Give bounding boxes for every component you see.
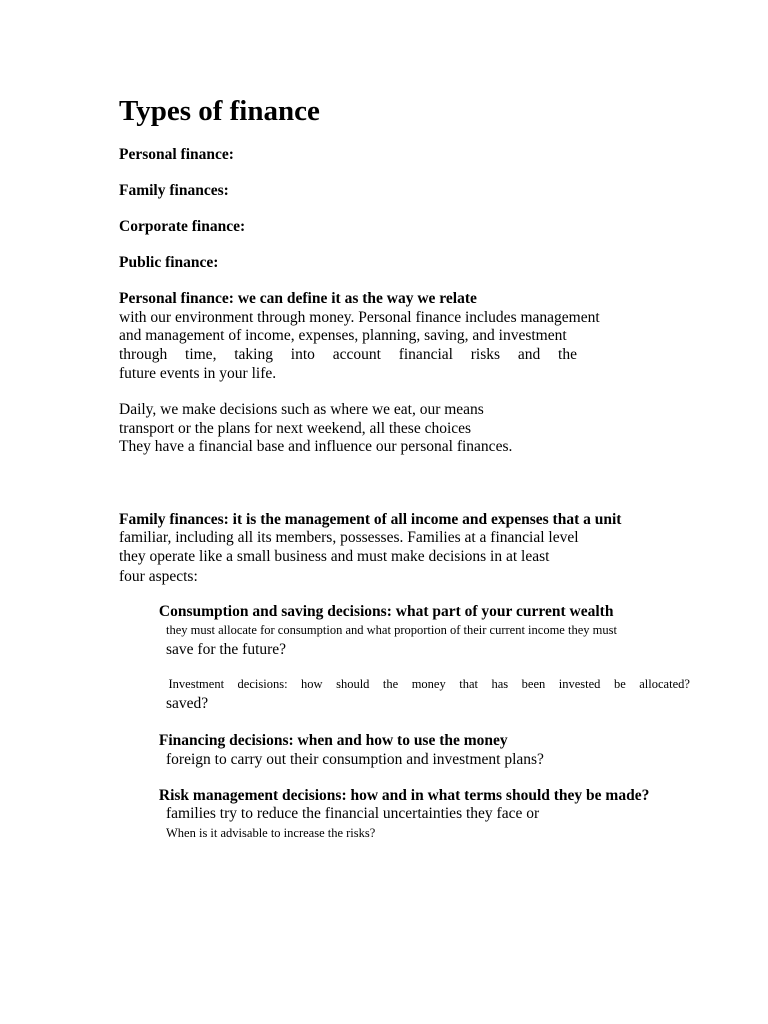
- word: money: [411, 677, 446, 691]
- word: should: [336, 677, 370, 691]
- heading-personal-finance: Personal finance:: [119, 146, 234, 163]
- word: account: [332, 346, 381, 363]
- word: the: [558, 346, 577, 363]
- bullet-financing-line: foreign to carry out their consumption and investment plans?: [166, 751, 544, 768]
- word: be: [613, 677, 626, 691]
- word: time,: [185, 346, 217, 363]
- family-finances-lead: Family finances: it is the management of all income and expenses that a unit: [119, 511, 622, 528]
- bullet-icon: [144, 675, 155, 694]
- personal-finance-line: with our environment through money. Personal finance includes management: [119, 309, 600, 326]
- word: how: [301, 677, 323, 691]
- word: allocated?: [639, 677, 690, 691]
- word: through: [119, 346, 168, 363]
- family-finances-line: familiar, including all its members, possesses. Families at a financial level: [119, 529, 579, 546]
- bullet-risk-line: families try to reduce the financial uncertainties they face or: [166, 805, 540, 822]
- bullet-text: Risk management decisions: how and in what terms should they be made?: [158, 787, 650, 804]
- word: risks: [470, 346, 501, 363]
- bullet-risk-line: When is it advisable to increase the risks?: [166, 826, 376, 840]
- family-finances-line: they operate like a small business and must make decisions in at least: [119, 548, 550, 565]
- word: decisions:: [237, 677, 288, 691]
- family-finances-line: four aspects:: [119, 568, 198, 585]
- heading-public-finance: Public finance:: [119, 254, 219, 271]
- bullet-investment-heading: [144, 675, 690, 694]
- bullet-text: Financing decisions: when and how to use the money: [158, 732, 508, 749]
- word: and: [517, 346, 541, 363]
- personal-finance-justified-line: [119, 345, 577, 364]
- heading-corporate-finance: Corporate finance:: [119, 218, 246, 235]
- word: invested: [558, 677, 601, 691]
- word: has: [491, 677, 509, 691]
- daily-paragraph-line: transport or the plans for next weekend, all these choices: [119, 420, 472, 437]
- bullet-investment-line: saved?: [166, 695, 209, 712]
- word: that: [459, 677, 478, 691]
- word: taking: [234, 346, 273, 363]
- word: financial: [398, 346, 453, 363]
- bullet-consumption-line: save for the future?: [166, 641, 287, 658]
- personal-finance-lead: Personal finance: we can define it as the way we relate: [119, 290, 477, 307]
- personal-finance-line: future events in your life.: [119, 365, 277, 382]
- heading-family-finances: Family finances:: [119, 182, 229, 199]
- bullet-financing-heading: [144, 731, 508, 750]
- word: into: [290, 346, 315, 363]
- page-title: Types of finance: [119, 95, 320, 127]
- personal-finance-line: and management of income, expenses, planning, saving, and investment: [119, 327, 567, 344]
- word: the: [382, 677, 399, 691]
- bullet-text: Consumption and saving decisions: what part of your current wealth: [158, 603, 614, 620]
- bullet-investment-justified: [144, 675, 690, 694]
- bullet-consumption-heading: [144, 602, 613, 621]
- bullet-consumption-line: they must allocate for consumption and what proportion of their current income they must: [166, 623, 617, 637]
- word: Investment: [168, 677, 225, 691]
- bullet-risk-heading: [144, 786, 649, 805]
- daily-paragraph-line: They have a financial base and influence our personal finances.: [119, 438, 513, 455]
- daily-paragraph-line: Daily, we make decisions such as where we eat, our means: [119, 401, 484, 418]
- word: been: [521, 677, 546, 691]
